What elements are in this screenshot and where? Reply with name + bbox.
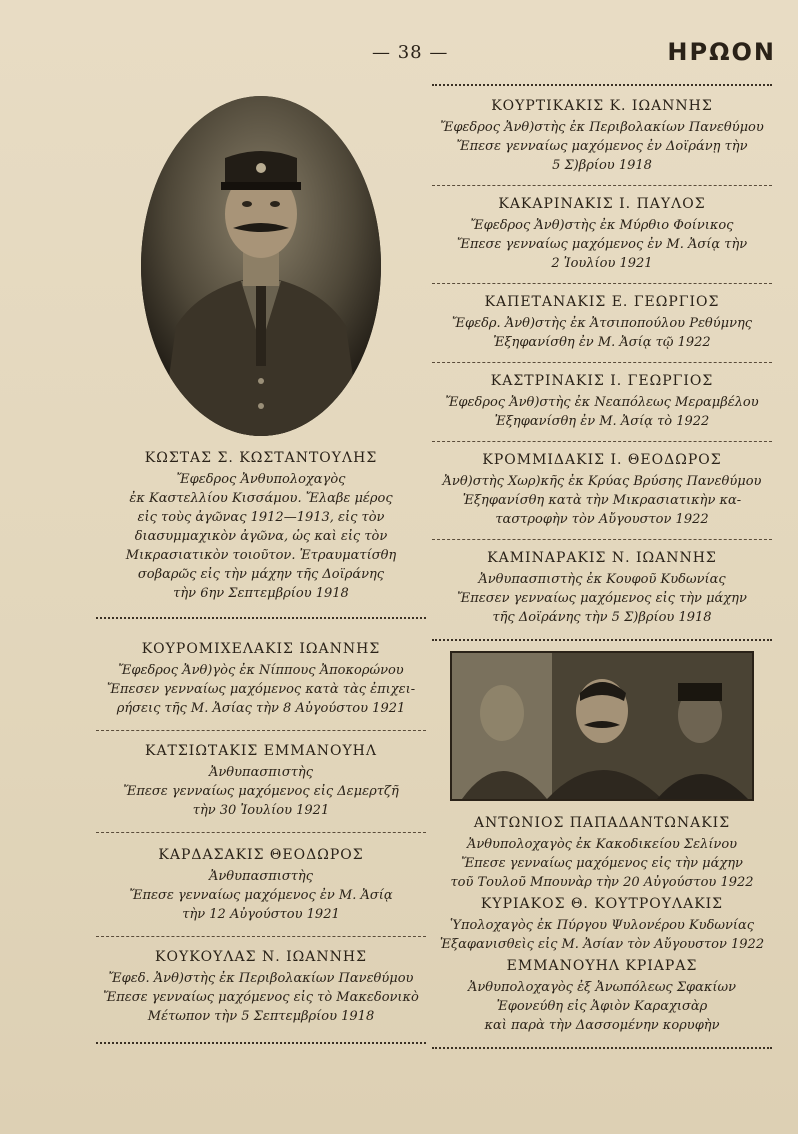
entry-divider (432, 441, 772, 442)
entry-name: ΚΑΜΙΝΑΡΑΚΙΣ Ν. ΙΩΑΝΝΗΣ (487, 550, 717, 566)
entry-line: ἐκ Καστελλίου Κισσάμου. Ἔλαβε μέρος (129, 491, 393, 506)
left-column (96, 96, 426, 1044)
entry-divider (432, 362, 772, 363)
entry-divider (432, 539, 772, 540)
entry-line: Ἔφεδρος Ἀνθ)στὴς ἐκ Νεαπόλεως Μεραμβέλου (445, 395, 759, 410)
entry-line: Ἀνθυπασπιστὴς (209, 765, 313, 780)
portrait-caption (96, 450, 426, 603)
entry-line: Ἀνθυπασπιστὴς ἐκ Κουφοῦ Κυδωνίας (478, 572, 726, 587)
entry-line: Ἔπεσε γενναίως μαχόμενος εἰς τὸ Μακεδονικὸ (103, 990, 419, 1005)
entry-line: Ἔπεσε γενναίως μαχόμενος εἰς τὴν μάχην (461, 856, 743, 871)
entry-line: Ἔφεδρος Ἀνθυπολοχαγὸς (176, 472, 346, 487)
entry-line: Ἔφεδρ. Ἀνθ)στὴς ἐκ Ἀτσιποπούλου Ρεθύμνης (451, 316, 753, 331)
entry-name: ΚΡΟΜΜΙΔΑΚΙΣ Ι. ΘΕΟΔΩΡΟΣ (482, 452, 722, 468)
entry-line: Ἔπεσε γενναίως μαχόμενος ἐν Μ. Ἀσίᾳ τὴν (456, 237, 748, 252)
entry-divider (96, 832, 426, 833)
entry-name: ΚΥΡΙΑΚΟΣ Θ. ΚΟΥΤΡΟΥΛΑΚΙΣ (480, 896, 724, 912)
entry-line: Ἔφεδρος Ἀνθ)γὸς ἐκ Νίππους Ἀποκορώνου (118, 663, 404, 678)
group-photo (450, 651, 754, 801)
entry-line: Ἔπεσε γενναίως μαχόμενος ἐν Μ. Ἀσίᾳ (129, 888, 393, 903)
entry-line: Ἔπεσε γενναίως μαχόμενος ἐν Δοϊράνῃ τὴν (456, 139, 748, 154)
entry-divider (432, 283, 772, 284)
entry-line: Ἔφεδρος Ἀνθ)στὴς ἐκ Μύρθιο Φοίνικος (470, 218, 734, 233)
entry-line: διασυμμαχικὸν ἀγῶνα, ὡς καὶ εἰς τὸν (134, 529, 388, 544)
entry-line: Ἔπεσεν γενναίως μαχόμενος κατὰ τὰς ἐπιχει- (106, 682, 416, 697)
entry-line: Ἀνθυπασπιστὴς (209, 869, 313, 884)
entry-name: ΚΑΚΑΡΙΝΑΚΙΣ Ι. ΠΑΥΛΟΣ (498, 196, 706, 212)
entry-name: ΚΑΤΣΙΩΤΑΚΙΣ ΕΜΜΑΝΟΥΗΛ (144, 743, 378, 759)
group-portrait-icon (452, 653, 752, 799)
page-header (0, 38, 798, 78)
list-item (432, 196, 772, 273)
entry-line: 5 Σ)βρίου 1918 (552, 158, 652, 173)
list-item (96, 949, 426, 1026)
bottom-divider (432, 1047, 772, 1049)
entry-line: σοβαρῶς εἰς τὴν μάχην τῆς Δοϊράνης (137, 567, 385, 582)
journal-title: ΗΡΩΟΝ (667, 38, 776, 66)
entry-line: Ἔφεδρος Ἀνθ)στὴς ἐκ Περιβολακίων Πανεθύμου (440, 120, 764, 135)
entry-name: ΚΑΠΕΤΑΝΑΚΙΣ Ε. ΓΕΩΡΓΙΟΣ (484, 294, 720, 310)
entry-name: ΚΑΣΤΡΙΝΑΚΙΣ Ι. ΓΕΩΡΓΙΟΣ (490, 373, 714, 389)
entry-line: τῆς Δοϊράνης τὴν 5 Σ)βρίου 1918 (492, 610, 712, 625)
entry-line: Ἔφεδ. Ἀνθ)στὴς ἐκ Περιβολακίων Πανεθύμου (108, 971, 414, 986)
list-item (96, 743, 426, 820)
entry-line: Ἀνθ)στὴς Χωρ)κῆς ἐκ Κρύας Βρύσης Πανεθύμου (442, 474, 762, 489)
entry-line: τοῦ Τουλοῦ Μπουνὰρ τὴν 20 Αὐγούστου 1922 (450, 875, 754, 890)
entry-line: ρήσεις τῆς Μ. Ἀσίας τὴν 8 Αὐγούστου 1921 (116, 701, 406, 716)
section-divider (432, 84, 772, 86)
list-item (432, 550, 772, 627)
list-item (96, 641, 426, 718)
entry-line: Ἔπεσεν γενναίως μαχόμενος εἰς τὴν μάχην (457, 591, 747, 606)
entry-name: ΕΜΜΑΝΟΥΗΛ ΚΡΙΑΡΑΣ (506, 958, 698, 974)
list-item (432, 294, 772, 352)
right-column (432, 84, 772, 1049)
entry-line: Ἐξαφανισθεὶς εἰς Μ. Ἀσίαν τὸν Αὔγουστον 1922 (439, 937, 765, 952)
entry-line: ταστροφὴν τὸν Αὔγουστον 1922 (495, 512, 709, 527)
entry-divider (432, 185, 772, 186)
section-divider (96, 617, 426, 619)
list-item (432, 958, 772, 1035)
entry-name: ΚΟΥΚΟΥΛΑΣ Ν. ΙΩΑΝΝΗΣ (155, 949, 367, 965)
entry-name: ΑΝΤΩΝΙΟΣ ΠΑΠΑΔΑΝΤΩΝΑΚΙΣ (473, 815, 731, 831)
entry-line: τὴν 6ην Σεπτεμβρίου 1918 (173, 586, 349, 601)
entry-line: Ἀνθυπολοχαγὸς ἐκ Κακοδικείου Σελίνου (466, 837, 738, 852)
entry-line: 2 Ἰουλίου 1921 (551, 256, 653, 271)
entry-divider (96, 730, 426, 731)
entry-line: Ἐξηφανίσθη ἐν Μ. Ἀσίᾳ τὸ 1922 (494, 414, 710, 429)
entry-line: Μικρασιατικὸν τοιοῦτον. Ἐτραυματίσθη (125, 548, 397, 563)
entry-line: εἰς τοὺς ἀγῶνας 1912—1913, εἰς τὸν (137, 510, 385, 525)
soldier-portrait-icon (141, 96, 381, 436)
entry-divider (96, 936, 426, 937)
entry-line: τὴν 30 Ἰουλίου 1921 (192, 803, 330, 818)
portrait-photo (141, 96, 381, 436)
entry-line: καὶ παρὰ τὴν Δασσομένην κορυφὴν (484, 1018, 720, 1033)
entry-name: ΚΟΥΡΤΙΚΑΚΙΣ Κ. ΙΩΑΝΝΗΣ (491, 98, 713, 114)
entry-name: ΚΑΡΔΑΣΑΚΙΣ ΘΕΟΔΩΡΟΣ (158, 847, 364, 863)
entry-line: τὴν 12 Αὐγούστου 1921 (182, 907, 340, 922)
entry-line: Ἀνθυπολοχαγὸς ἐξ Ἀνωπόλεως Σφακίων (467, 980, 737, 995)
bottom-divider (96, 1042, 426, 1044)
entry-name: ΚΩΣΤΑΣ Σ. ΚΩΣΤΑΝΤΟΥΛΗΣ (144, 450, 378, 466)
entry-line: Ἔπεσε γενναίως μαχόμενος εἰς Δεμερτζῆ (123, 784, 399, 799)
entry-line: Ἐξηφανίσθη κατὰ τὴν Μικρασιατικὴν κα- (462, 493, 742, 508)
list-item (432, 815, 772, 892)
list-item (432, 98, 772, 175)
entry-line: Ἐξηφανίσθη ἐν Μ. Ἀσίᾳ τῷ 1922 (493, 335, 711, 350)
page-number: — 38 — (372, 42, 449, 63)
entry-line: Ἐφονεύθη εἰς Ἀφιὸν Καραχισὰρ (496, 999, 708, 1014)
entry-line: Μέτωπον τὴν 5 Σεπτεμβρίου 1918 (147, 1009, 375, 1024)
list-item (432, 373, 772, 431)
entry-line: Ὑπολοχαγὸς ἐκ Πύργου Ψυλονέρου Κυδωνίας (449, 918, 755, 933)
list-item (432, 896, 772, 954)
entry-name: ΚΟΥΡΟΜΙΧΕΛΑΚΙΣ ΙΩΑΝΝΗΣ (141, 641, 381, 657)
list-item (432, 452, 772, 529)
list-item (96, 847, 426, 924)
section-divider (432, 639, 772, 641)
